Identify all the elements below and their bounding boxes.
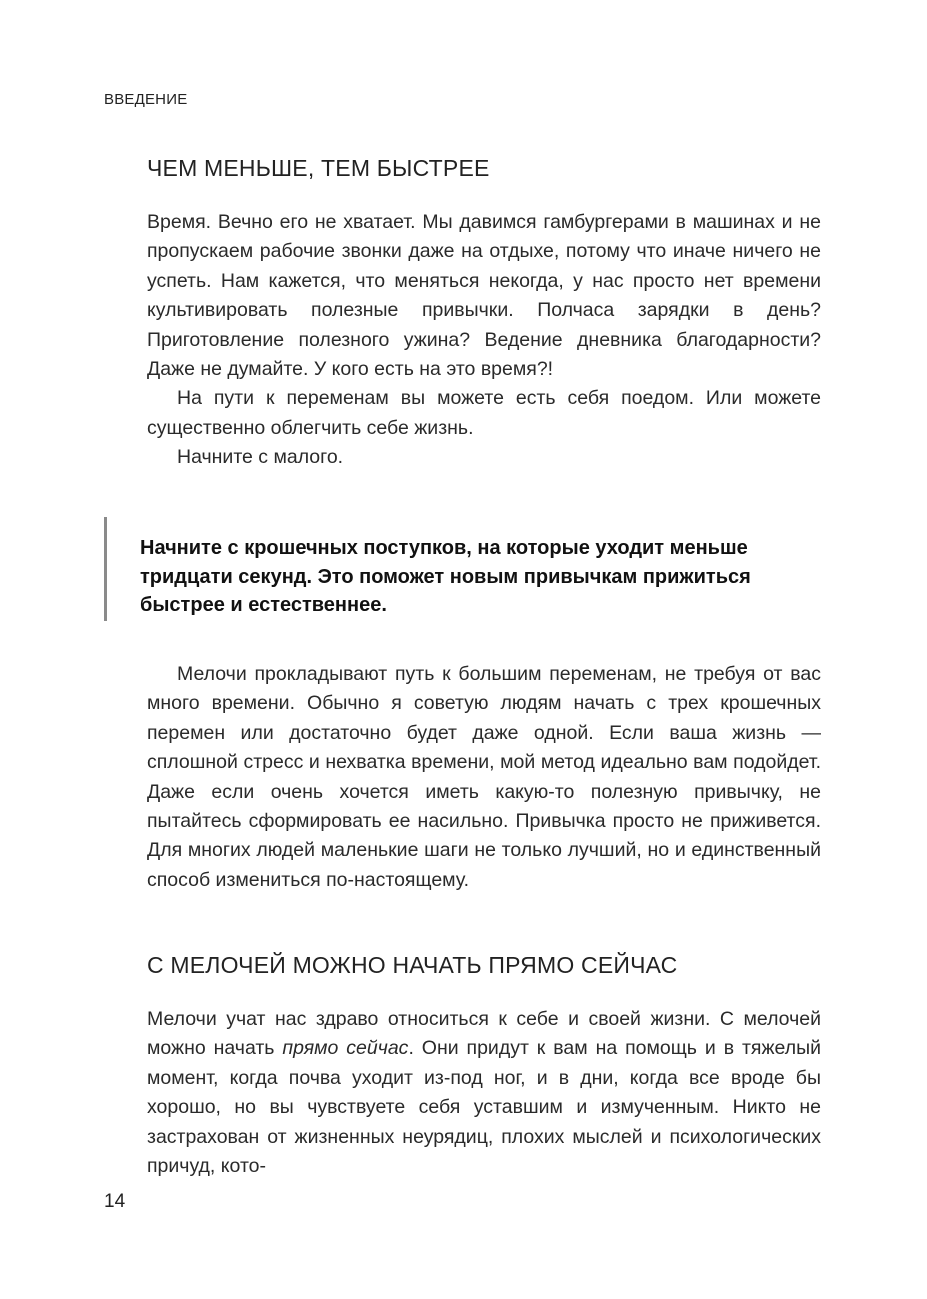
paragraph-text: Мелочи учат нас здраво относиться к себе и своей жизни. С мелочей можно начать [147, 1008, 821, 1060]
section-body [147, 208, 821, 473]
section-heading: ЧЕМ МЕНЬШЕ, ТЕМ БЫСТРЕЕ [147, 155, 490, 181]
paragraph: Начните с малого. [177, 446, 344, 469]
page-number: 14 [104, 1191, 126, 1212]
paragraph-text: . Они придут к вам на помощь и в тяжелый момент, когда почва уходит из-под ног, и в дни, когда все вроде бы хорошо, но вы чувствуете себя уставшим и измученным. Никто не застрахован от жизненных неурядиц, плохих мыслей и психологических причуд, кото- [147, 1037, 821, 1178]
section-body [147, 1005, 821, 1181]
section-heading: С МЕЛОЧЕЙ МОЖНО НАЧАТЬ ПРЯМО СЕЙЧАС [147, 952, 678, 978]
running-head: ВВЕДЕНИЕ [104, 91, 188, 108]
section-body [147, 660, 821, 895]
paragraph: Мелочи прокладывают путь к большим переменам, не требуя от вас много времени. Обычно я советую людям начать с трех крошечных перемен или достаточно будет даже одной. Если ваша жизнь — сплошной стресс и нехватка времени, мой метод идеально вам подойдет. Даже если очень хочется иметь какую-то полезную привычку, не пытайтесь сформировать ее насильно. Привычка просто не приживется. Для многих людей маленькие шаги не только лучший, но и единственный способ измениться по-настоящему. [147, 663, 821, 891]
pullquote [104, 517, 807, 621]
paragraph: На пути к переменам вы можете есть себя поедом. Или можете существенно облегчить себе жизнь. [147, 387, 821, 439]
emphasis-text: прямо сейчас [282, 1037, 409, 1060]
pullquote-text: Начните с крошечных поступков, на которые уходит меньше тридцати секунд. Это поможет новым привычкам прижиться быстрее и естественнее. [140, 537, 751, 616]
paragraph: Время. Вечно его не хватает. Мы давимся гамбургерами в машинах и не пропускаем рабочие звонки даже на отдыхе, потому что иначе ничего не успеть. Нам кажется, что меняться некогда, у нас просто нет времени культивировать полезные привычки. Полчаса зарядки в день? Приготовление полезного ужина? Ведение дневника благодарности? Даже не думайте. У кого есть на это время?! [147, 211, 821, 381]
paragraph [147, 1005, 821, 1181]
